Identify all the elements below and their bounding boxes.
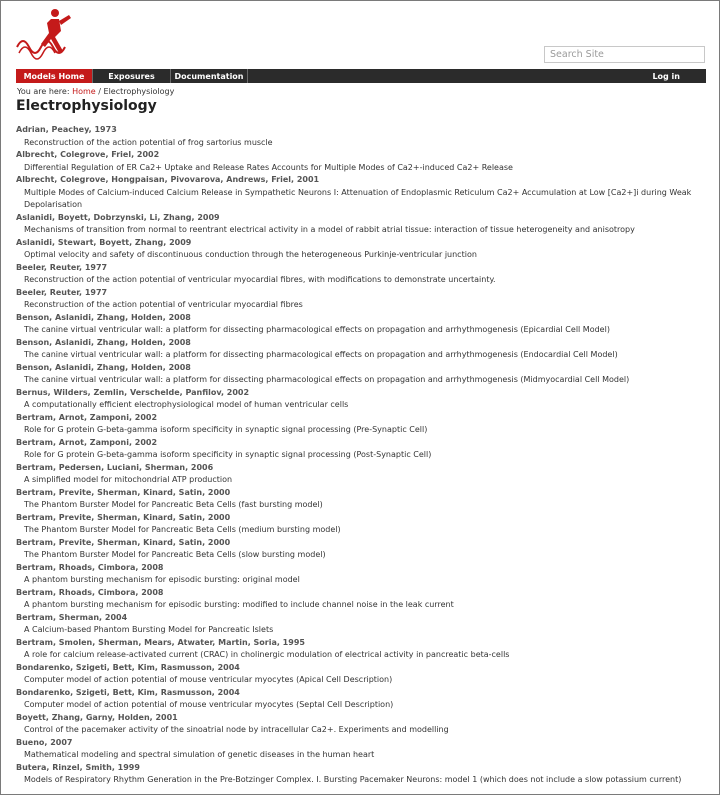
model-authors: Adrian, Peachey, 1973 [16, 125, 117, 134]
model-authors: Benson, Aslanidi, Zhang, Holden, 2008 [16, 312, 191, 322]
model-title-link[interactable]: The Phantom Burster Model for Pancreatic Beta Cells (slow bursting model) [24, 550, 326, 559]
model-entry [16, 412, 706, 437]
model-title-link[interactable]: The canine virtual ventricular wall: a platform for dissecting pharmacological effects on propagation and arrhythmogenesis (Endocardial Cell Model) [24, 350, 618, 359]
model-authors: Bertram, Rhoads, Cimbora, 2008 [16, 587, 164, 597]
model-entry [16, 462, 706, 487]
model-title-link[interactable]: A phantom bursting mechanism for episodic bursting: modified to include channel noise in the leak current [24, 600, 454, 609]
model-title-link[interactable]: Computer model of action potential of mouse ventricular myocytes (Apical Cell Description) [24, 675, 393, 684]
model-title-link[interactable]: The canine virtual ventricular wall: a platform for dissecting pharmacological effects on propagation and arrhythmogenesis (Epicardial Cell Model) [24, 325, 610, 334]
model-title-link[interactable]: The canine virtual ventricular wall: a platform for dissecting pharmacological effects on propagation and arrhythmogenesis (Midmyocardial Cell Model) [24, 375, 630, 384]
model-entry [16, 212, 706, 237]
model-entry [16, 487, 706, 512]
model-title-link[interactable]: Reconstruction of the action potential of ventricular myocardial fibres, with modifications to demonstrate uncertainty. [24, 275, 496, 284]
model-entry [16, 149, 706, 174]
model-title-link[interactable]: The Phantom Burster Model for Pancreatic Beta Cells (fast bursting model) [24, 500, 323, 509]
model-entry [16, 124, 706, 149]
login-link[interactable]: Log in [651, 69, 706, 83]
model-title-link[interactable]: Computer model of action potential of mouse ventricular myocytes (Septal Cell Description) [24, 700, 394, 709]
model-title-link[interactable]: Reconstruction of the action potential of ventricular myocardial fibres [24, 300, 303, 309]
model-entry [16, 537, 706, 562]
model-authors: Benson, Aslanidi, Zhang, Holden, 2008 [16, 337, 191, 347]
model-entry [16, 762, 706, 787]
model-title-link[interactable]: A Calcium-based Phantom Bursting Model for Pancreatic Islets [24, 625, 274, 634]
model-authors: Aslanidi, Stewart, Boyett, Zhang, 2009 [16, 237, 192, 247]
model-entry [16, 737, 706, 762]
model-list [16, 124, 706, 787]
model-entry [16, 312, 706, 337]
model-authors: Bondarenko, Szigeti, Bett, Kim, Rasmusson, 2004 [16, 687, 240, 697]
model-title-link[interactable]: Control of the pacemaker activity of the sinoatrial node by intracellular Ca2+. Experiments and modelling [24, 725, 449, 734]
model-authors: Albrecht, Colegrove, Friel, 2002 [16, 150, 160, 159]
model-entry [16, 262, 706, 287]
breadcrumb [17, 87, 174, 96]
model-authors: Bertram, Sherman, 2004 [16, 612, 128, 622]
model-authors: Bertram, Smolen, Sherman, Mears, Atwater, Martin, Soria, 1995 [16, 637, 305, 647]
model-title-link[interactable]: Role for G protein G-beta-gamma isoform specificity in synaptic signal processing (Pre-Synaptic Cell) [24, 425, 428, 434]
nav-exposures[interactable]: Exposures [93, 69, 171, 83]
model-title-link[interactable]: Mathematical modeling and spectral simulation of genetic diseases in the human heart [24, 750, 375, 759]
model-entry [16, 662, 706, 687]
nav-documentation[interactable]: Documentation [171, 69, 248, 83]
model-title-link[interactable]: Differential Regulation of ER Ca2+ Uptake and Release Rates Accounts for Multiple Modes of Ca2+-induced Ca2+ Release [24, 162, 513, 172]
model-entry [16, 237, 706, 262]
model-entry [16, 337, 706, 362]
model-title-link[interactable]: A phantom bursting mechanism for episodic bursting: original model [24, 575, 300, 584]
model-authors: Bertram, Arnot, Zamponi, 2002 [16, 437, 158, 447]
model-entry [16, 174, 706, 212]
model-authors: Boyett, Zhang, Garny, Holden, 2001 [16, 712, 178, 722]
breadcrumb-home-link[interactable]: Home [72, 87, 96, 96]
model-entry [16, 562, 706, 587]
model-authors: Bueno, 2007 [16, 737, 73, 747]
model-title-link[interactable]: A simplified model for mitochondrial ATP production [24, 475, 233, 484]
model-entry [16, 712, 706, 737]
model-authors: Butera, Rinzel, Smith, 1999 [16, 762, 140, 772]
model-authors: Bertram, Previte, Sherman, Kinard, Satin, 2000 [16, 512, 231, 522]
model-entry [16, 637, 706, 662]
model-authors: Beeler, Reuter, 1977 [16, 262, 108, 272]
model-title-link[interactable]: Models of Respiratory Rhythm Generation in the Pre-Botzinger Complex. I. Bursting Pacemaker Neurons: model 1 (which does not include a slow potassium current) [24, 775, 682, 784]
model-authors: Bernus, Wilders, Zemlin, Verschelde, Panfilov, 2002 [16, 387, 250, 397]
model-entry [16, 287, 706, 312]
model-authors: Bertram, Previte, Sherman, Kinard, Satin, 2000 [16, 487, 231, 497]
model-title-link[interactable]: Role for G protein G-beta-gamma isoform specificity in synaptic signal processing (Post-Synaptic Cell) [24, 450, 432, 459]
breadcrumb-prefix: You are here: [17, 87, 70, 96]
model-title-link[interactable]: A computationally efficient electrophysiological model of human ventricular cells [24, 400, 349, 409]
model-entry [16, 687, 706, 712]
model-title-link[interactable]: Mechanisms of transition from normal to reentrant electrical activity in a model of rabbit atrial tissue: interaction of tissue heterogeneity and anisotropy [24, 225, 635, 234]
model-authors: Bertram, Pedersen, Luciani, Sherman, 2006 [16, 462, 214, 472]
model-title-link[interactable]: Reconstruction of the action potential of frog sartorius muscle [24, 137, 273, 147]
model-authors: Beeler, Reuter, 1977 [16, 287, 108, 297]
breadcrumb-current: Electrophysiology [103, 87, 175, 96]
model-title-link[interactable]: Optimal velocity and safety of discontinuous conduction through the heterogeneous Purkinje-ventricular junction [24, 250, 477, 259]
site-logo[interactable] [15, 7, 81, 63]
model-title-link[interactable]: The Phantom Burster Model for Pancreatic Beta Cells (medium bursting model) [24, 525, 341, 534]
nav-models-home[interactable]: Models Home [16, 69, 93, 83]
model-entry [16, 587, 706, 612]
model-authors: Bertram, Previte, Sherman, Kinard, Satin, 2000 [16, 537, 231, 547]
model-entry [16, 387, 706, 412]
breadcrumb-separator: / [98, 87, 101, 96]
model-title-link[interactable]: A role for calcium release-activated current (CRAC) in cholinergic modulation of electrical activity in pancreatic beta-cells [24, 650, 510, 659]
nav-spacer [248, 69, 651, 83]
search-input[interactable] [544, 46, 705, 63]
model-entry [16, 512, 706, 537]
model-entry [16, 362, 706, 387]
model-entry [16, 612, 706, 637]
model-entry [16, 437, 706, 462]
page-title: Electrophysiology [16, 98, 157, 114]
model-authors: Aslanidi, Boyett, Dobrzynski, Li, Zhang, 2009 [16, 212, 220, 222]
model-authors: Benson, Aslanidi, Zhang, Holden, 2008 [16, 362, 191, 372]
model-authors: Bertram, Arnot, Zamponi, 2002 [16, 412, 158, 422]
model-title-link[interactable]: Multiple Modes of Calcium-induced Calcium Release in Sympathetic Neurons I: Attenuation of Endoplasmic Reticulum Ca2+ Accumulation at Low [Ca2+]i during Weak Depolarisation [24, 187, 692, 209]
model-authors: Bondarenko, Szigeti, Bett, Kim, Rasmusson, 2004 [16, 662, 240, 672]
model-authors: Albrecht, Colegrove, Hongpaisan, Pivovarova, Andrews, Friel, 2001 [16, 175, 320, 184]
main-nav [16, 69, 706, 83]
model-authors: Bertram, Rhoads, Cimbora, 2008 [16, 562, 164, 572]
